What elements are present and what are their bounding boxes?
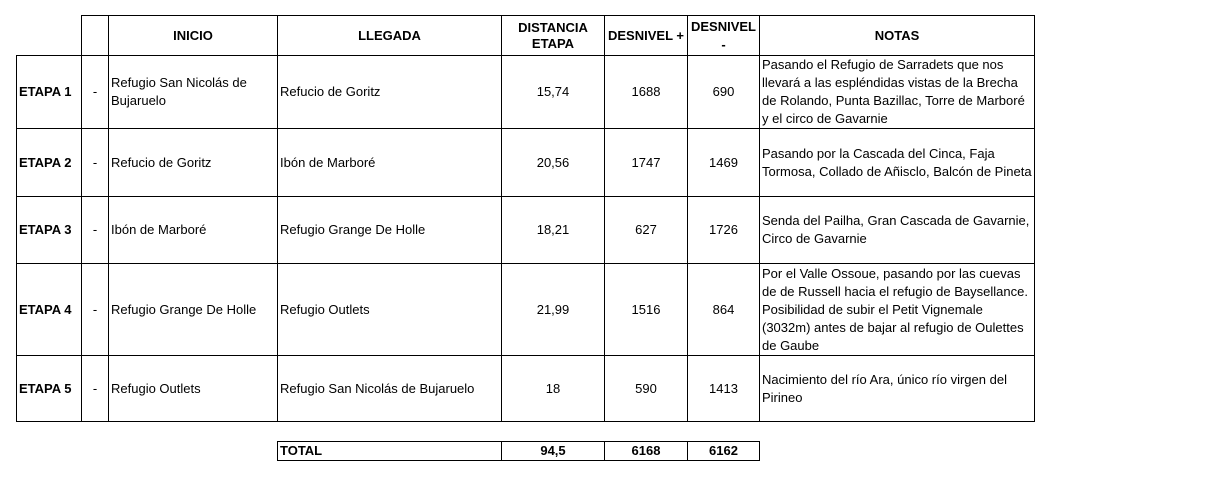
header-inicio: INICIO xyxy=(109,16,278,56)
separator-cell: - xyxy=(82,197,109,264)
total-distancia: 94,5 xyxy=(502,442,605,461)
distancia-cell: 20,56 xyxy=(502,129,605,197)
header-desnivel-neg: DESNIVEL - xyxy=(688,16,760,56)
separator-cell: - xyxy=(82,129,109,197)
header-distancia: DISTANCIA ETAPA xyxy=(502,16,605,56)
table-row xyxy=(17,356,1035,422)
inicio-cell: Refugio Grange De Holle xyxy=(109,264,278,356)
total-desnivel-pos: 6168 xyxy=(605,442,688,461)
table-row xyxy=(17,56,1035,129)
table-row xyxy=(17,264,1035,356)
etapa-cell: ETAPA 5 xyxy=(17,356,82,422)
distancia-cell: 15,74 xyxy=(502,56,605,129)
stages-table xyxy=(16,15,1035,422)
etapa-cell: ETAPA 4 xyxy=(17,264,82,356)
header-notas: NOTAS xyxy=(760,16,1035,56)
distancia-cell: 18,21 xyxy=(502,197,605,264)
desnivel-neg-cell: 1469 xyxy=(688,129,760,197)
desnivel-pos-cell: 1747 xyxy=(605,129,688,197)
sep-header-cell xyxy=(82,16,109,56)
notas-cell: Senda del Pailha, Gran Cascada de Gavarnie, Circo de Gavarnie xyxy=(760,197,1035,264)
total-label: TOTAL xyxy=(278,442,502,461)
header-llegada: LLEGADA xyxy=(278,16,502,56)
distancia-cell: 21,99 xyxy=(502,264,605,356)
desnivel-pos-cell: 590 xyxy=(605,356,688,422)
inicio-cell: Ibón de Marboré xyxy=(109,197,278,264)
desnivel-neg-cell: 1413 xyxy=(688,356,760,422)
table-row xyxy=(17,197,1035,264)
llegada-cell: Ibón de Marboré xyxy=(278,129,502,197)
llegada-cell: Refucio de Goritz xyxy=(278,56,502,129)
desnivel-pos-cell: 627 xyxy=(605,197,688,264)
inicio-cell: Refucio de Goritz xyxy=(109,129,278,197)
desnivel-neg-cell: 864 xyxy=(688,264,760,356)
header-row xyxy=(17,16,1035,56)
desnivel-neg-cell: 1726 xyxy=(688,197,760,264)
etapa-cell: ETAPA 3 xyxy=(17,197,82,264)
empty-header-cell xyxy=(17,16,82,56)
desnivel-pos-cell: 1688 xyxy=(605,56,688,129)
separator-cell: - xyxy=(82,264,109,356)
total-desnivel-neg: 6162 xyxy=(688,442,760,461)
llegada-cell: Refugio Outlets xyxy=(278,264,502,356)
notas-cell: Pasando el Refugio de Sarradets que nos llevará a las espléndidas vistas de la Brecha de Rolando, Punta Bazillac, Torre de Marboré y el circo de Gavarnie xyxy=(760,56,1035,129)
distancia-cell: 18 xyxy=(502,356,605,422)
totals-table xyxy=(277,441,760,461)
header-desnivel-pos: DESNIVEL + xyxy=(605,16,688,56)
etapa-cell: ETAPA 2 xyxy=(17,129,82,197)
notas-cell: Por el Valle Ossoue, pasando por las cuevas de de Russell hacia el refugio de Baysellance. Posibilidad de subir el Petit Vignemale (3032m) antes de bajar al refugio de Oulettes de Gaube xyxy=(760,264,1035,356)
etapa-cell: ETAPA 1 xyxy=(17,56,82,129)
llegada-cell: Refugio San Nicolás de Bujaruelo xyxy=(278,356,502,422)
separator-cell: - xyxy=(82,56,109,129)
separator-cell: - xyxy=(82,356,109,422)
inicio-cell: Refugio San Nicolás de Bujaruelo xyxy=(109,56,278,129)
notas-cell: Pasando por la Cascada del Cinca, Faja Tormosa, Collado de Añisclo, Balcón de Pineta xyxy=(760,129,1035,197)
notas-cell: Nacimiento del río Ara, único río virgen del Pirineo xyxy=(760,356,1035,422)
llegada-cell: Refugio Grange De Holle xyxy=(278,197,502,264)
inicio-cell: Refugio Outlets xyxy=(109,356,278,422)
desnivel-neg-cell: 690 xyxy=(688,56,760,129)
total-row xyxy=(278,442,760,461)
table-row xyxy=(17,129,1035,197)
desnivel-pos-cell: 1516 xyxy=(605,264,688,356)
